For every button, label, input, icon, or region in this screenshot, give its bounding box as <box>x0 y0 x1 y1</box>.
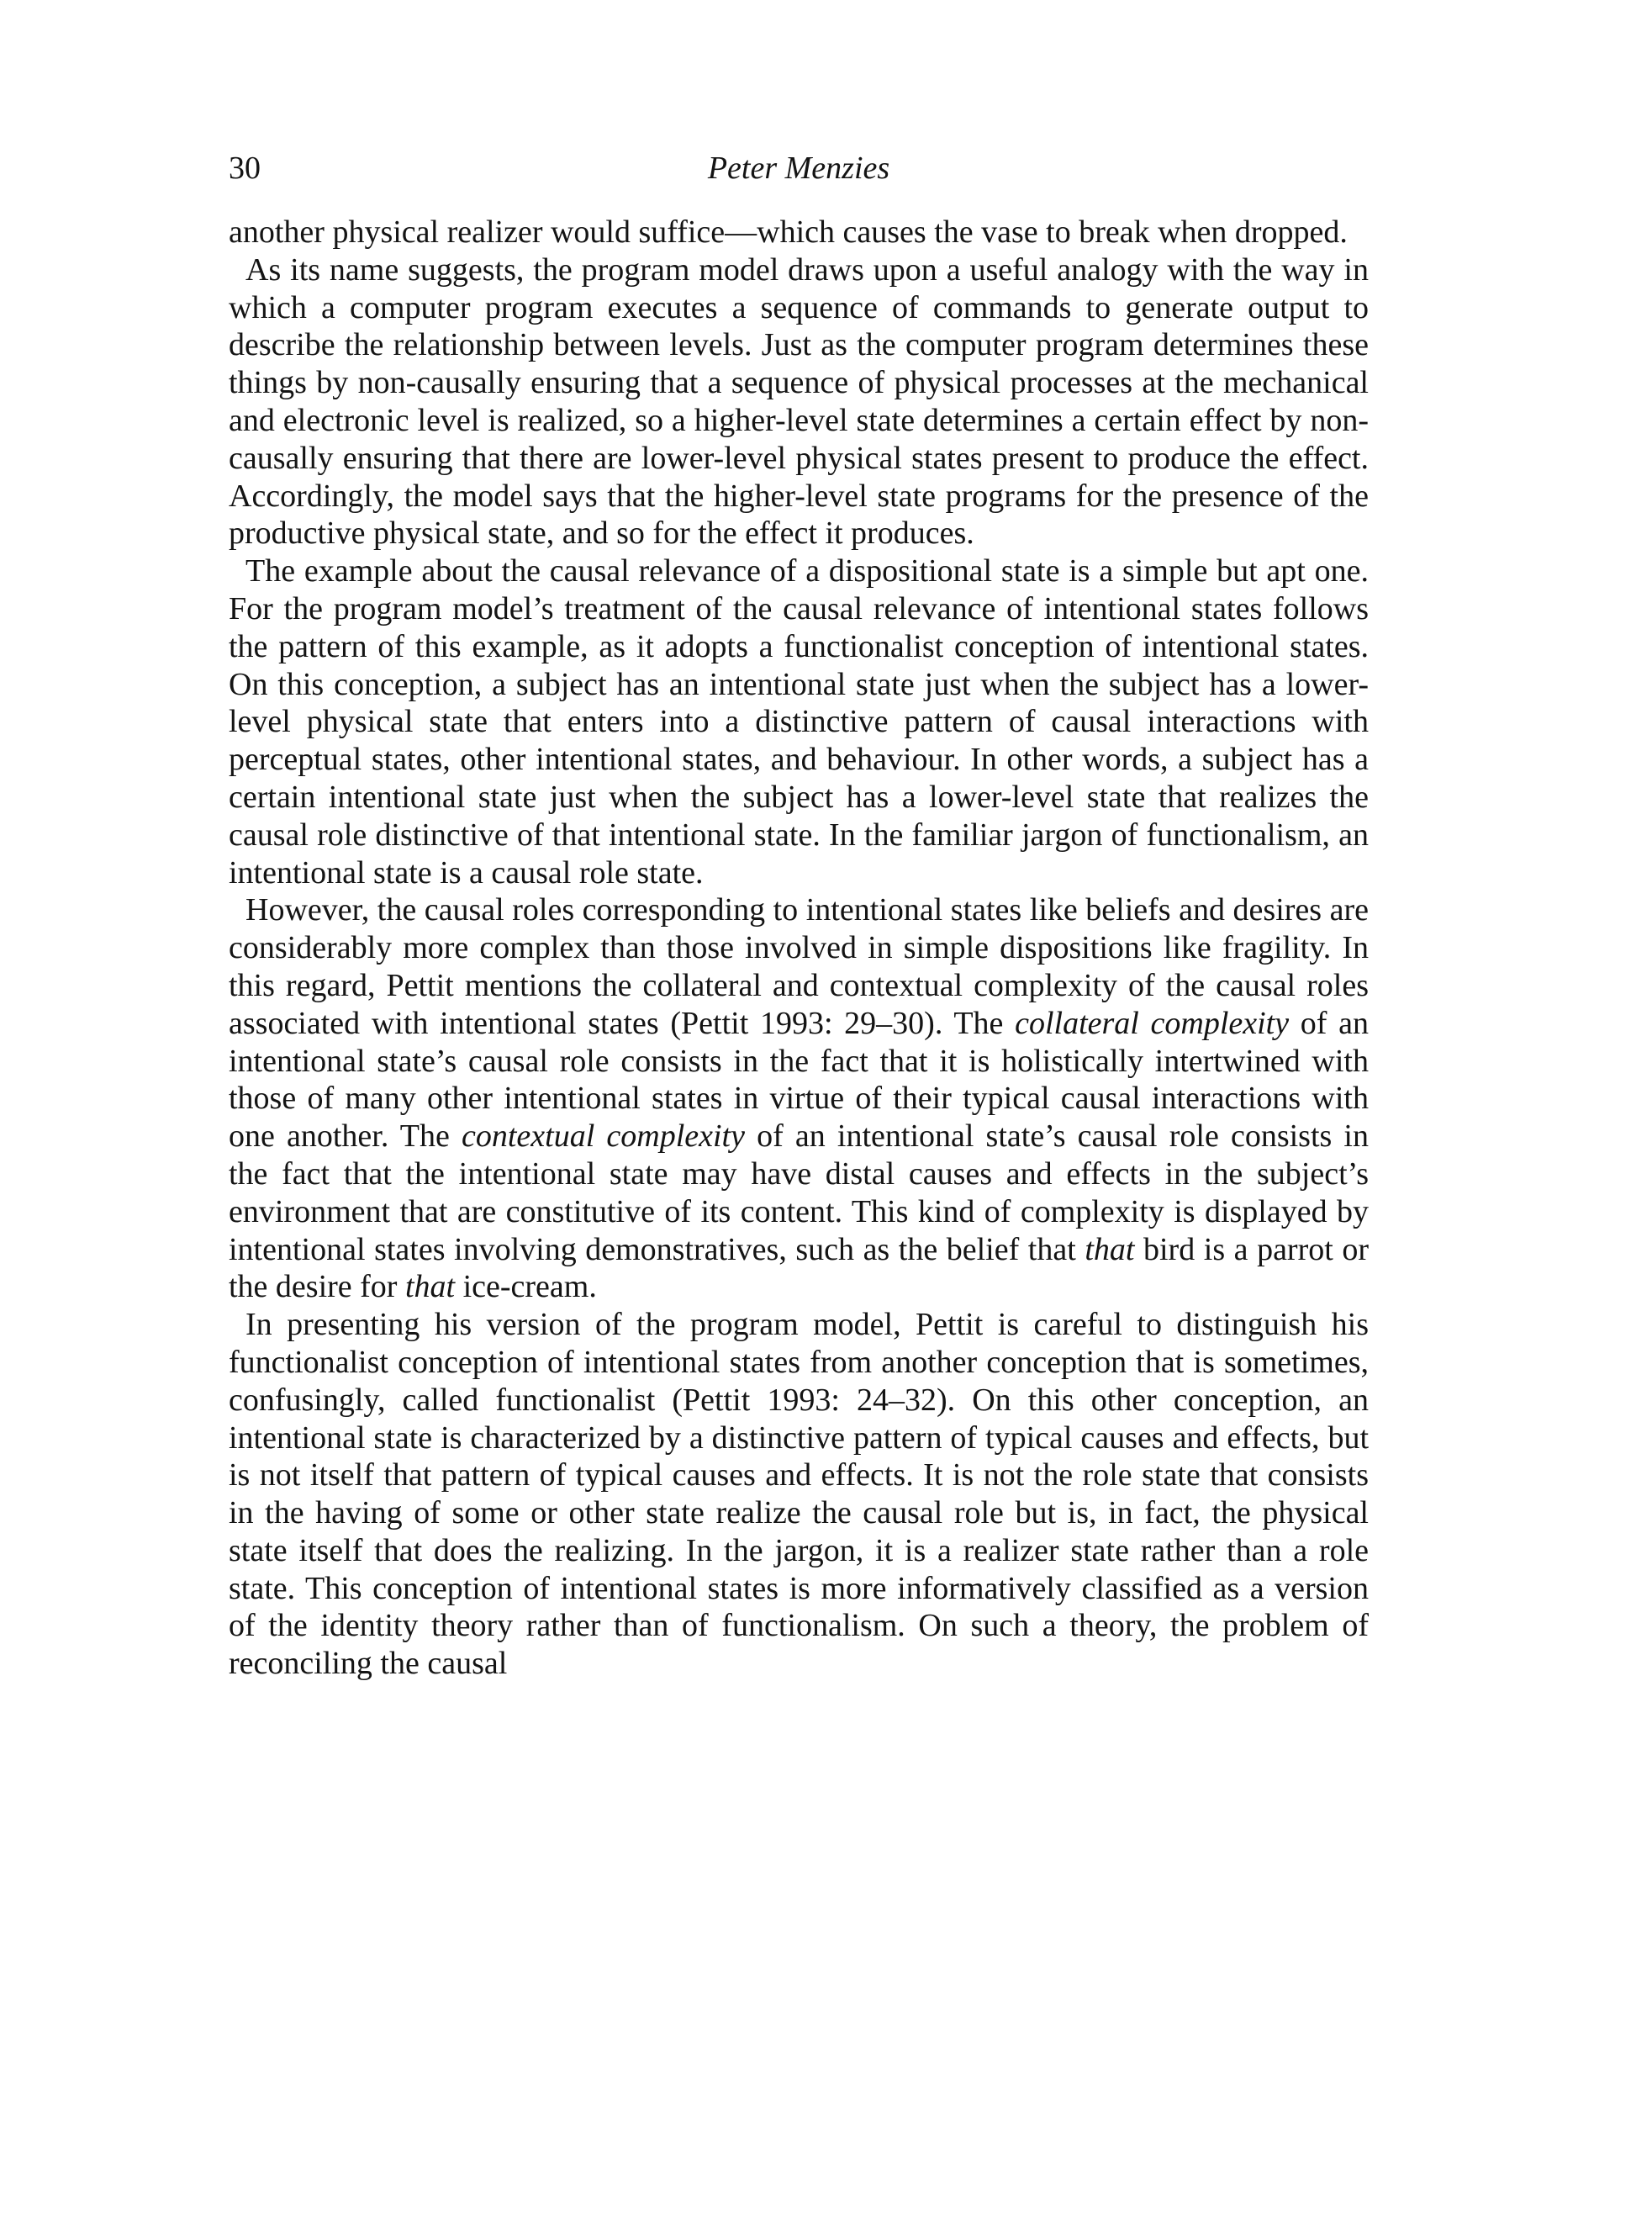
paragraph-4-text: However, the causal roles corresponding to intentional states like beliefs and desires are considerably more complex than those involved in simple dispositions like fragility. In this regard, Pettit mentions the collateral and contextual complexity of the causal roles associated with intentional states (Pettit 1993: 29–30). The <box>229 892 1369 1041</box>
running-title: Peter Menzies <box>707 151 890 186</box>
paragraph-4-text: of an intentional state’s causal role consists in the fact that the intentional state may have distal causes and effects in the subject’s environment that are constitutive of its content. This kind of complexity is displayed by intentional states involving demonstratives, such as the belief that <box>229 1118 1369 1267</box>
paragraph-4-text: bird is a parrot or the desire for <box>229 1231 1369 1305</box>
emphasis-that: that <box>404 1269 456 1305</box>
page-number: 30 <box>229 151 261 186</box>
term-contextual-complexity: contextual complexity <box>462 1118 745 1155</box>
paragraph-4-text: ice-cream. <box>455 1269 597 1305</box>
paragraph-2: As its name suggests, the program model draws upon a useful analogy with the way in which a computer program executes a sequence of commands to generate output to describe the relationship between levels. Just as the computer program determines these things by non-causally ensuring that a sequence of physical processes at the mechanical and electronic level is realized, so a higher-level state determines a certain effect by non-causally ensuring that there are lower-level physical states present to produce the effect. Accordingly, the model says that the higher-level state programs for the presence of the productive physical state, and so for the effect it produces. <box>229 251 1369 552</box>
paragraph-4-text: of an intentional state’s causal role consists in the fact that it is holistically intertwined with those of many other intentional states in virtue of their typical causal interactions with one another. The <box>229 1005 1369 1155</box>
paragraph-5: In presenting his version of the program model, Pettit is careful to distinguish his functionalist conception of intentional states from another conception that is sometimes, confusingly, called functionalist (Pettit 1993: 24–32). On this other conception, an intentional state is characterized by a distinctive pattern of typical causes and effects, but is not itself that pattern of typical causes and effects. It is not the role state that consists in the having of some or other state realize the causal role but is, in fact, the physical state itself that does the realizing. In the jargon, it is a realizer state rather than a role state. This conception of intentional states is more informatively classified as a version of the identity theory rather than of functionalism. On such a theory, the problem of reconciling the causal <box>229 1307 1369 1682</box>
body-text <box>229 214 1369 1683</box>
paragraph-4 <box>229 891 1369 1306</box>
running-head <box>229 145 1369 192</box>
paragraph-1: another physical realizer would suffice—which causes the vase to break when dropped. <box>229 214 1348 250</box>
emphasis-that: that <box>1085 1231 1135 1267</box>
term-collateral-complexity: collateral complexity <box>1015 1005 1290 1041</box>
paragraph-3: The example about the causal relevance of a dispositional state is a simple but apt one. For the program model’s treatment of the causal relevance of intentional states follows the pattern of this example, as it adopts a functionalist conception of intentional states. On this conception, a subject has an intentional state just when the subject has a lower-level physical state that enters into a distinctive pattern of causal interactions with perceptual states, other intentional states, and behaviour. In other words, a subject has a certain intentional state just when the subject has a lower-level state that realizes the causal role distinctive of that intentional state. In the familiar jargon of functionalism, an intentional state is a causal role state. <box>229 553 1369 891</box>
